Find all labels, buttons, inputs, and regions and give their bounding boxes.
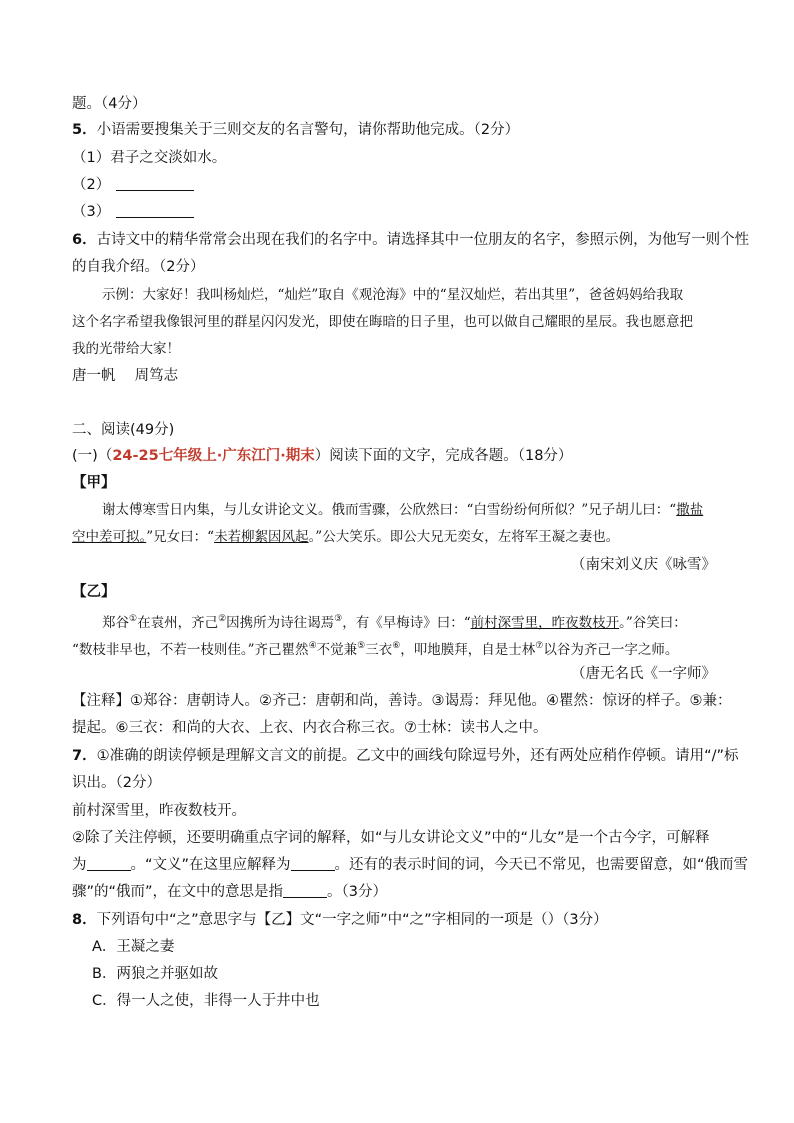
question-number: 7． <box>72 748 97 764</box>
q7-part-2-cont <box>72 855 748 875</box>
part-instruction: ）阅读下面的文字，完成各题。（18分） <box>314 448 573 464</box>
jia-source: （南宋刘义庆《咏雪》 <box>571 557 716 573</box>
jia-text-2 <box>72 527 619 547</box>
question-8 <box>72 910 608 930</box>
text-span: “数枝非早也，不若一枝则佳。”齐己瞿然 <box>72 642 309 658</box>
question-number: 8． <box>72 912 97 928</box>
question-6-cont: 的自我介绍。（2分） <box>72 259 205 275</box>
yi-text-1 <box>102 609 687 633</box>
q7-sentence: 前村深雪里，昨夜数枝开。 <box>72 803 246 819</box>
question-number: 5． <box>72 122 97 138</box>
part-1-header <box>72 446 572 466</box>
question-5 <box>72 120 519 140</box>
underlined-text: 空中差可拟。 <box>72 529 147 545</box>
text-span: 不觉兼 <box>316 642 358 658</box>
answer-blank[interactable] <box>116 203 194 218</box>
item-label: （2） <box>72 177 111 193</box>
yi-text-2 <box>72 636 678 660</box>
source-tag[interactable]: 24-25七年级上·广东江门·期末 <box>112 448 315 464</box>
question-7-cont: 识出。（2分） <box>72 775 161 791</box>
q5-item-2 <box>72 175 194 195</box>
text-span: 。还有的表示时间的词，今天已不常见，也需要留意，如“俄而雪 <box>334 857 749 873</box>
text-span: 以谷为齐己一字之师。 <box>543 642 679 658</box>
note-mark: ⑤ <box>357 641 366 651</box>
part-prefix: (一)（ <box>72 448 113 464</box>
q5-item-3 <box>72 202 194 222</box>
q7-part-2: ②除了关注停顿，还要明确重点字词的解释，如“与儿女讲论文义”中的“儿女”是一个古今字，可解释 <box>72 830 710 846</box>
option-a[interactable]: A．王凝之妻 <box>92 939 175 955</box>
notes-line-2: 提起。⑥三衣：和尚的大衣、上衣、内衣合称三衣。⑦士林：读书人之中。 <box>72 720 548 736</box>
note-mark: ③ <box>334 614 343 624</box>
answer-blank[interactable] <box>87 856 131 871</box>
question-6 <box>72 230 749 250</box>
q5-item-1: （1）君子之交淡如水。 <box>72 150 227 166</box>
question-text: 小语需要搜集关于三则交友的名言警句，请你帮助他完成。（2分） <box>96 122 520 138</box>
answer-blank[interactable] <box>283 883 327 898</box>
underlined-text: 前村深雪里，昨夜数枝开 <box>470 615 620 631</box>
notes-line-1: 【注释】①郑谷：唐朝诗人。②齐己：唐朝和尚，善诗。③谒焉：拜见他。④瞿然：惊讶的样子。⑤兼： <box>72 693 732 709</box>
question-text: ①准确的朗读停顿是理解文言文的前提。乙文中的画线句除逗号外，还有两处应稍作停顿。请用“/”标 <box>96 748 739 764</box>
question-text: 古诗文中的精华常常会出现在我们的名字中。请选择其中一位朋友的名字，参照示例，为他写一则个性 <box>96 232 750 248</box>
example-line-2: 这个名字希望我像银河里的群星闪闪发光，即使在晦暗的日子里，也可以做自己耀眼的星辰。我也愿意把 <box>72 314 693 330</box>
text-span: ”兄女曰：“ <box>146 529 215 545</box>
text-span: ，有《早梅诗》曰：“ <box>342 615 471 631</box>
q7-part-2-end <box>72 882 387 902</box>
yi-source: （唐无名氏《一字师》 <box>571 666 716 682</box>
option-b[interactable]: B．两狼之并驱如故 <box>92 966 218 982</box>
text-span: 骤”的“俄而”，在文中的意思是指 <box>72 884 284 900</box>
text-span: 。“文义”在这里应解释为 <box>130 857 291 873</box>
text-span: 三衣 <box>365 642 393 658</box>
text-span: 为 <box>72 857 87 873</box>
jia-text-1 <box>102 500 703 520</box>
jia-label: 【甲】 <box>72 475 116 491</box>
friend-names: 唐一帆 周笃志 <box>72 368 179 384</box>
text-span: 在袁州，齐己 <box>137 615 219 631</box>
text-span: ，叩地膜拜，自是士林 <box>400 642 536 658</box>
text-span: 。”公大笑乐。即公大兄无奕女，左将军王凝之妻也。 <box>308 529 620 545</box>
note-mark: ① <box>129 614 138 624</box>
text-span: 郑谷 <box>102 615 129 631</box>
answer-blank[interactable] <box>116 176 194 191</box>
yi-label: 【乙】 <box>72 584 116 600</box>
example-line-1: 示例：大家好！我叫杨灿烂，“灿烂”取自《观沧海》中的“星汉灿烂，若出其里”，爸爸妈妈给我取 <box>102 287 684 303</box>
note-mark: ④ <box>308 641 317 651</box>
prev-question-tail: 题。（4分） <box>72 96 147 112</box>
section-2-title: 二、阅读(49分) <box>72 422 175 438</box>
text-span: 。（3分） <box>327 884 388 900</box>
option-c[interactable]: C．得一人之使，非得一人于井中也 <box>92 993 320 1009</box>
answer-blank[interactable] <box>291 856 335 871</box>
text-span: 因携所为诗往谒焉 <box>226 615 335 631</box>
note-mark: ⑦ <box>535 641 544 651</box>
underlined-text: 撒盐 <box>676 502 704 518</box>
note-mark: ⑥ <box>392 641 401 651</box>
question-number: 6． <box>72 232 97 248</box>
note-mark: ② <box>218 614 227 624</box>
text-span: 谢太傅寒雪日内集，与儿女讲论文义。俄而雪骤，公欣然曰：“白雪纷纷何所似？”兄子胡儿曰：“ <box>102 502 677 518</box>
question-text: 下列语句中“之”意思字与【乙】文“一字之师”中“之”字相同的一项是（）（3分） <box>96 912 608 928</box>
text-span: 。”谷笑曰： <box>619 615 687 631</box>
question-7 <box>72 746 739 766</box>
underlined-text: 未若柳絮因风起 <box>214 529 309 545</box>
example-line-3: 我的光带给大家！ <box>72 341 180 357</box>
item-label: （3） <box>72 204 111 220</box>
